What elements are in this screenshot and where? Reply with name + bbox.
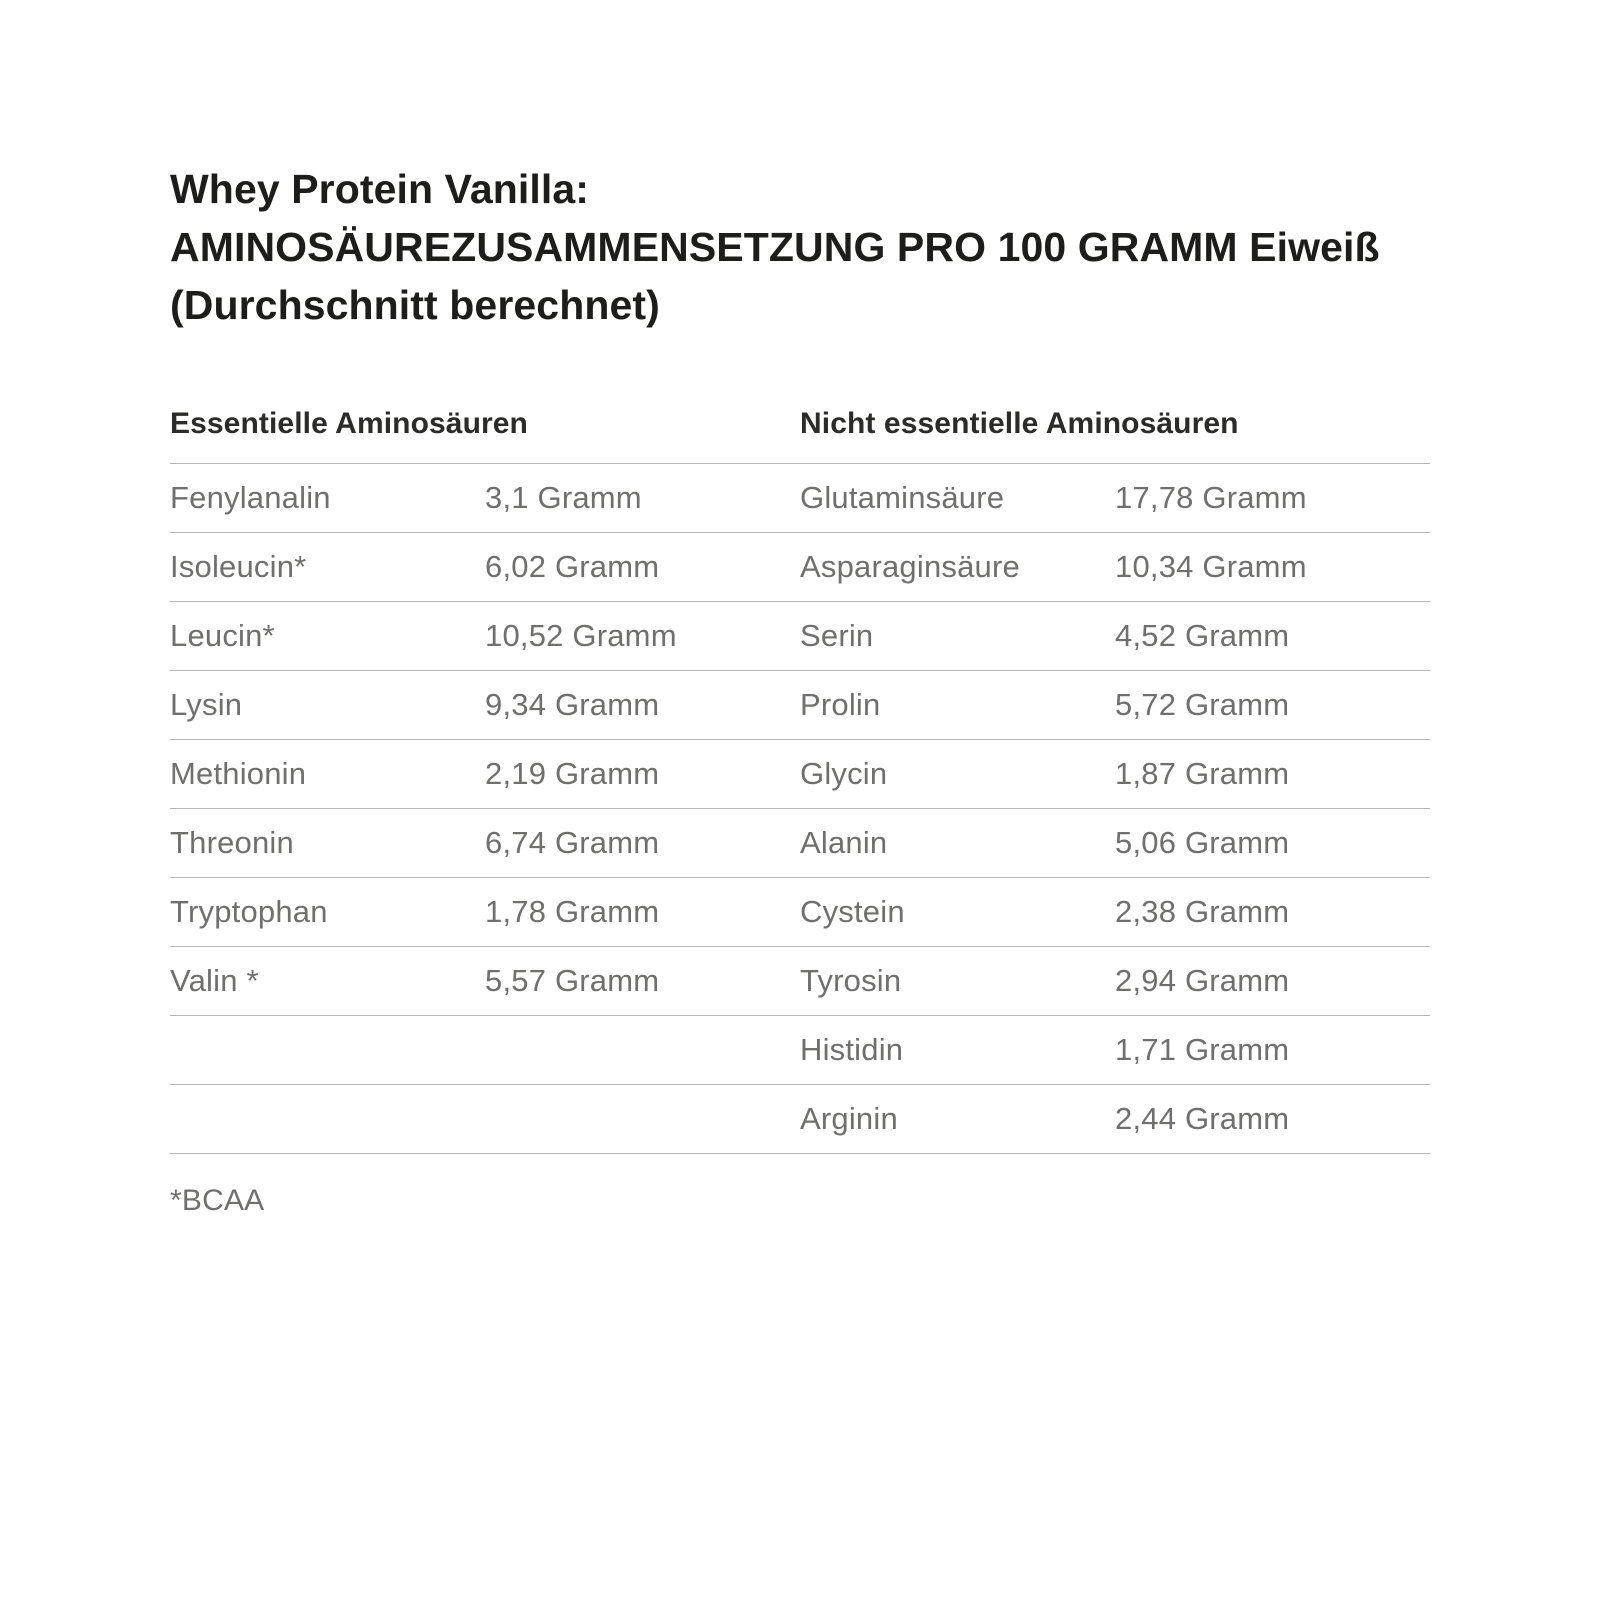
amino-acid-value: 1,87 Gramm: [1115, 739, 1430, 808]
table-row: [800, 1084, 1430, 1153]
table-row: [170, 463, 800, 532]
amino-acid-value: 6,74 Gramm: [485, 808, 800, 877]
amino-acid-name: Glycin: [800, 739, 1115, 808]
non-essential-table-header: Nicht essentielle Aminosäuren: [800, 406, 1239, 440]
table-row: [170, 877, 800, 946]
amino-acid-value: 1,78 Gramm: [485, 877, 800, 946]
amino-acid-name: Alanin: [800, 808, 1115, 877]
page-title: [170, 160, 1430, 335]
table-row: [800, 532, 1430, 601]
table-row-empty: [170, 1084, 800, 1153]
amino-acid-value: 10,52 Gramm: [485, 601, 800, 670]
amino-acid-value: 2,19 Gramm: [485, 739, 800, 808]
table-row: [800, 877, 1430, 946]
non-essential-amino-acids-table: [800, 407, 1430, 1154]
amino-acid-value: 5,57 Gramm: [485, 946, 800, 1015]
table-row: [170, 601, 800, 670]
amino-acid-name: Cystein: [800, 877, 1115, 946]
table-row: [170, 739, 800, 808]
essential-amino-acids-column: [170, 407, 800, 1154]
empty-cell: [485, 1015, 800, 1084]
essential-amino-acids-table: [170, 407, 800, 1154]
amino-acid-name: Leucin*: [170, 601, 485, 670]
table-row: [170, 946, 800, 1015]
empty-cell: [170, 1084, 485, 1153]
amino-acid-name: Methionin: [170, 739, 485, 808]
page-title-line-2: AMINOSÄUREZUSAMMENSETZUNG PRO 100 GRAMM Eiweiß: [170, 224, 1380, 271]
page-title-line-1: Whey Protein Vanilla:: [170, 166, 590, 212]
amino-acid-name: Tyrosin: [800, 946, 1115, 1015]
amino-acid-value: 4,52 Gramm: [1115, 601, 1430, 670]
table-header-row: [800, 407, 1430, 464]
table-row: [170, 532, 800, 601]
amino-acid-name: Asparaginsäure: [800, 532, 1115, 601]
amino-acid-name: Valin *: [170, 946, 485, 1015]
amino-acid-name: Isoleucin*: [170, 532, 485, 601]
footnote-bcaa: *BCAA: [170, 1183, 265, 1217]
amino-acid-name: Arginin: [800, 1084, 1115, 1153]
amino-acid-value: 2,38 Gramm: [1115, 877, 1430, 946]
empty-cell: [170, 1015, 485, 1084]
amino-acid-value: 5,72 Gramm: [1115, 670, 1430, 739]
table-row: [800, 601, 1430, 670]
amino-acid-value: 3,1 Gramm: [485, 463, 800, 532]
amino-acid-name: Threonin: [170, 808, 485, 877]
table-row: [800, 1015, 1430, 1084]
amino-acid-value: 6,02 Gramm: [485, 532, 800, 601]
table-row-empty: [170, 1015, 800, 1084]
table-row: [800, 808, 1430, 877]
amino-acid-value: 9,34 Gramm: [485, 670, 800, 739]
amino-acid-name: Lysin: [170, 670, 485, 739]
amino-acid-value: 17,78 Gramm: [1115, 463, 1430, 532]
amino-acid-value: 2,44 Gramm: [1115, 1084, 1430, 1153]
amino-acid-name: Glutaminsäure: [800, 463, 1115, 532]
amino-acid-name: Tryptophan: [170, 877, 485, 946]
amino-acid-value: 2,94 Gramm: [1115, 946, 1430, 1015]
amino-acid-name: Fenylanalin: [170, 463, 485, 532]
table-row: [170, 808, 800, 877]
table-row: [170, 670, 800, 739]
table-row: [800, 739, 1430, 808]
amino-acid-name: Histidin: [800, 1015, 1115, 1084]
essential-table-header: Essentielle Aminosäuren: [170, 406, 528, 440]
page-title-line-3: (Durchschnitt berechnet): [170, 282, 660, 329]
amino-acid-tables: [170, 407, 1430, 1154]
empty-cell: [485, 1084, 800, 1153]
amino-acid-value: 1,71 Gramm: [1115, 1015, 1430, 1084]
table-row: [800, 946, 1430, 1015]
amino-acid-value: 10,34 Gramm: [1115, 532, 1430, 601]
non-essential-amino-acids-column: [800, 407, 1430, 1154]
amino-acid-name: Prolin: [800, 670, 1115, 739]
table-header-row: [170, 407, 800, 464]
table-row: [800, 463, 1430, 532]
amino-acid-value: 5,06 Gramm: [1115, 808, 1430, 877]
amino-acid-name: Serin: [800, 601, 1115, 670]
table-row: [800, 670, 1430, 739]
